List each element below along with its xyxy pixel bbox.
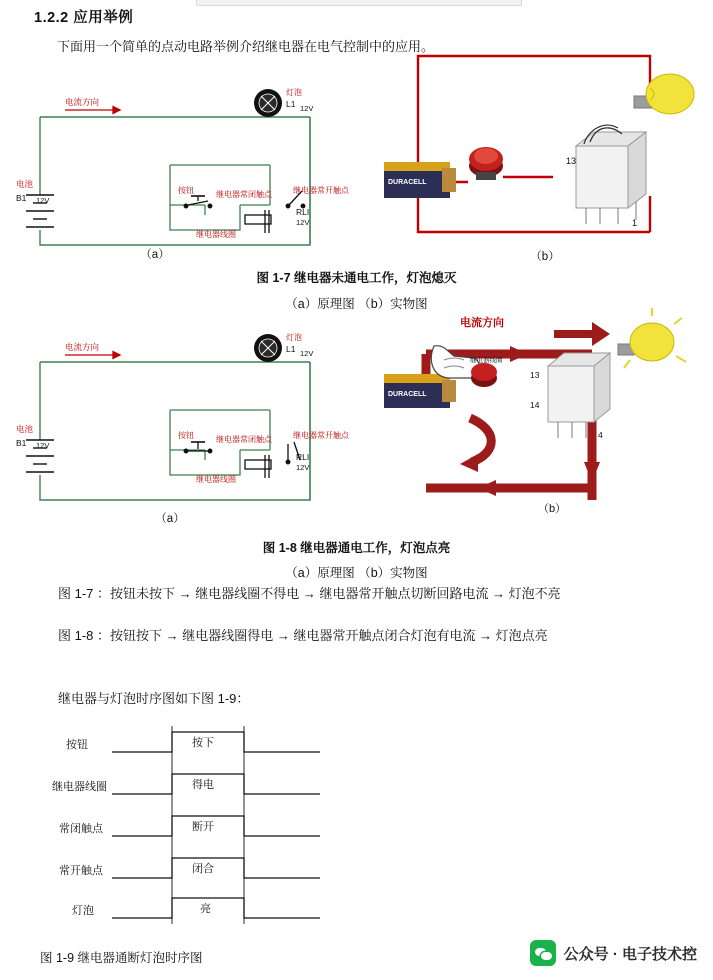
label-relay-id: RLI: [296, 207, 310, 217]
pin-1-label: 1: [632, 218, 638, 228]
timing-row-0-state: 按下: [192, 737, 214, 749]
label-lamp: 灯泡: [286, 88, 302, 97]
top-partial-toolbar: [196, 0, 522, 6]
timing-row-3-name: 常开触点: [59, 865, 103, 877]
battery-photo-2: [384, 374, 456, 408]
label-battery-voltage: 12V: [36, 196, 50, 205]
paragraph-1-8: 图 1-8 ：按钮按下 → 继电器线圈得电 → 继电器常开触点闭合灯泡有电流 → 灯泡点亮: [58, 628, 548, 643]
label-relay-no: 继电器常开触点: [293, 186, 349, 195]
label-current-direction: 电流方向: [65, 97, 100, 107]
figure-1-9-caption: 图 1-9 继电器通断灯泡时序图: [40, 951, 203, 965]
label-lamp-2: 灯泡: [286, 333, 302, 342]
figure-1-8-label-b: （b）: [538, 503, 567, 515]
label-battery-voltage-2: 12V: [36, 441, 50, 450]
timing-row-4-state: 亮: [200, 903, 211, 915]
label-relay-voltage-2: 12V: [296, 463, 310, 472]
label-current-direction-photo: 电流方向: [460, 317, 504, 329]
label-relay-coil: 继电器线圈: [196, 230, 236, 239]
timing-row-1-name: 继电器线圈: [52, 781, 107, 793]
label-relay-nc-2: 继电器常闭触点: [216, 435, 272, 444]
label-battery-2: 电池: [16, 424, 34, 434]
figure-1-7-photo-b: [378, 46, 703, 246]
label-lamp-id-2: L1: [286, 344, 296, 354]
figure-1-7-schematic-a: [10, 55, 350, 255]
label-relay-voltage: 12V: [296, 218, 310, 227]
coil-note-label: 继电器线圈: [470, 357, 503, 364]
pushbutton-photo: [469, 147, 503, 180]
label-relay-id-2: RLI: [296, 452, 310, 462]
label-lamp-voltage-2: 12V: [300, 349, 314, 358]
figure-1-8-subcaption: （a）原理图 （b）实物图: [285, 566, 428, 580]
intro-paragraph: 下面用一个简单的点动电路举例介绍继电器在电气控制中的应用。: [57, 39, 435, 54]
relay-photo: [566, 125, 646, 228]
label-battery-id-2: B1: [16, 438, 27, 448]
pin-13-label-2: 13: [530, 370, 540, 380]
relay-photo-2: [530, 353, 610, 440]
figure-1-7-caption: 图 1-7 继电器未通电工作，灯泡熄灭: [256, 271, 457, 285]
figure-1-7-label-a: （a）: [140, 249, 170, 261]
paragraph-1-7: 图 1-7 ：按钮未按下 → 继电器线圈不得电 → 继电器常开触点切断回路电流 → 灯泡不亮: [58, 586, 561, 601]
label-button: 按钮: [178, 186, 194, 195]
pin-4-label: 4: [598, 430, 603, 440]
lamp-photo-2: [618, 308, 686, 368]
pin-14-label: 14: [530, 400, 540, 410]
figure-1-8-schematic-a: [10, 320, 350, 520]
label-current-direction-2: 电流方向: [65, 342, 100, 352]
battery-photo: [384, 162, 456, 198]
figure-1-8-photo-b: [378, 312, 703, 527]
figure-1-7-subcaption: （a）原理图 （b）实物图: [285, 297, 428, 311]
wechat-icon: [530, 940, 556, 966]
figure-1-9-timing: [52, 718, 372, 933]
timing-row-1-state: 得电: [192, 779, 214, 791]
label-lamp-id: L1: [286, 99, 296, 109]
section-heading: 1.2.2 应用举例: [34, 10, 134, 26]
label-relay-coil-2: 继电器线圈: [196, 475, 236, 484]
battery-brand: DURACELL: [388, 179, 427, 186]
label-battery: 电池: [16, 179, 34, 189]
watermark: [530, 940, 697, 966]
label-lamp-voltage: 12V: [300, 104, 314, 113]
figure-1-8-caption: 图 1-8 继电器通电工作，灯泡点亮: [262, 541, 451, 555]
timing-row-2-name: 常闭触点: [59, 823, 103, 835]
label-relay-no-2: 继电器常开触点: [293, 431, 349, 440]
battery-brand-2: DURACELL: [388, 391, 427, 398]
watermark-text: 公众号 · 电子技术控: [563, 945, 697, 963]
pin-13-label: 13: [566, 156, 577, 166]
timing-row-0-name: 按钮: [66, 739, 88, 751]
timing-row-4-name: 灯泡: [72, 905, 94, 917]
figure-1-8-label-a: （a）: [155, 513, 185, 525]
timing-row-3-state: 闭合: [192, 863, 214, 875]
figure-1-7-label-b: （b）: [530, 251, 560, 263]
lamp-photo: [634, 74, 694, 114]
label-battery-id: B1: [16, 193, 27, 203]
label-button-2: 按钮: [178, 431, 194, 440]
label-relay-nc: 继电器常闭触点: [216, 190, 272, 199]
timing-row-2-state: 断开: [192, 821, 214, 833]
paragraph-timing-intro: 继电器与灯泡时序图如下图 1-9：: [58, 691, 250, 706]
